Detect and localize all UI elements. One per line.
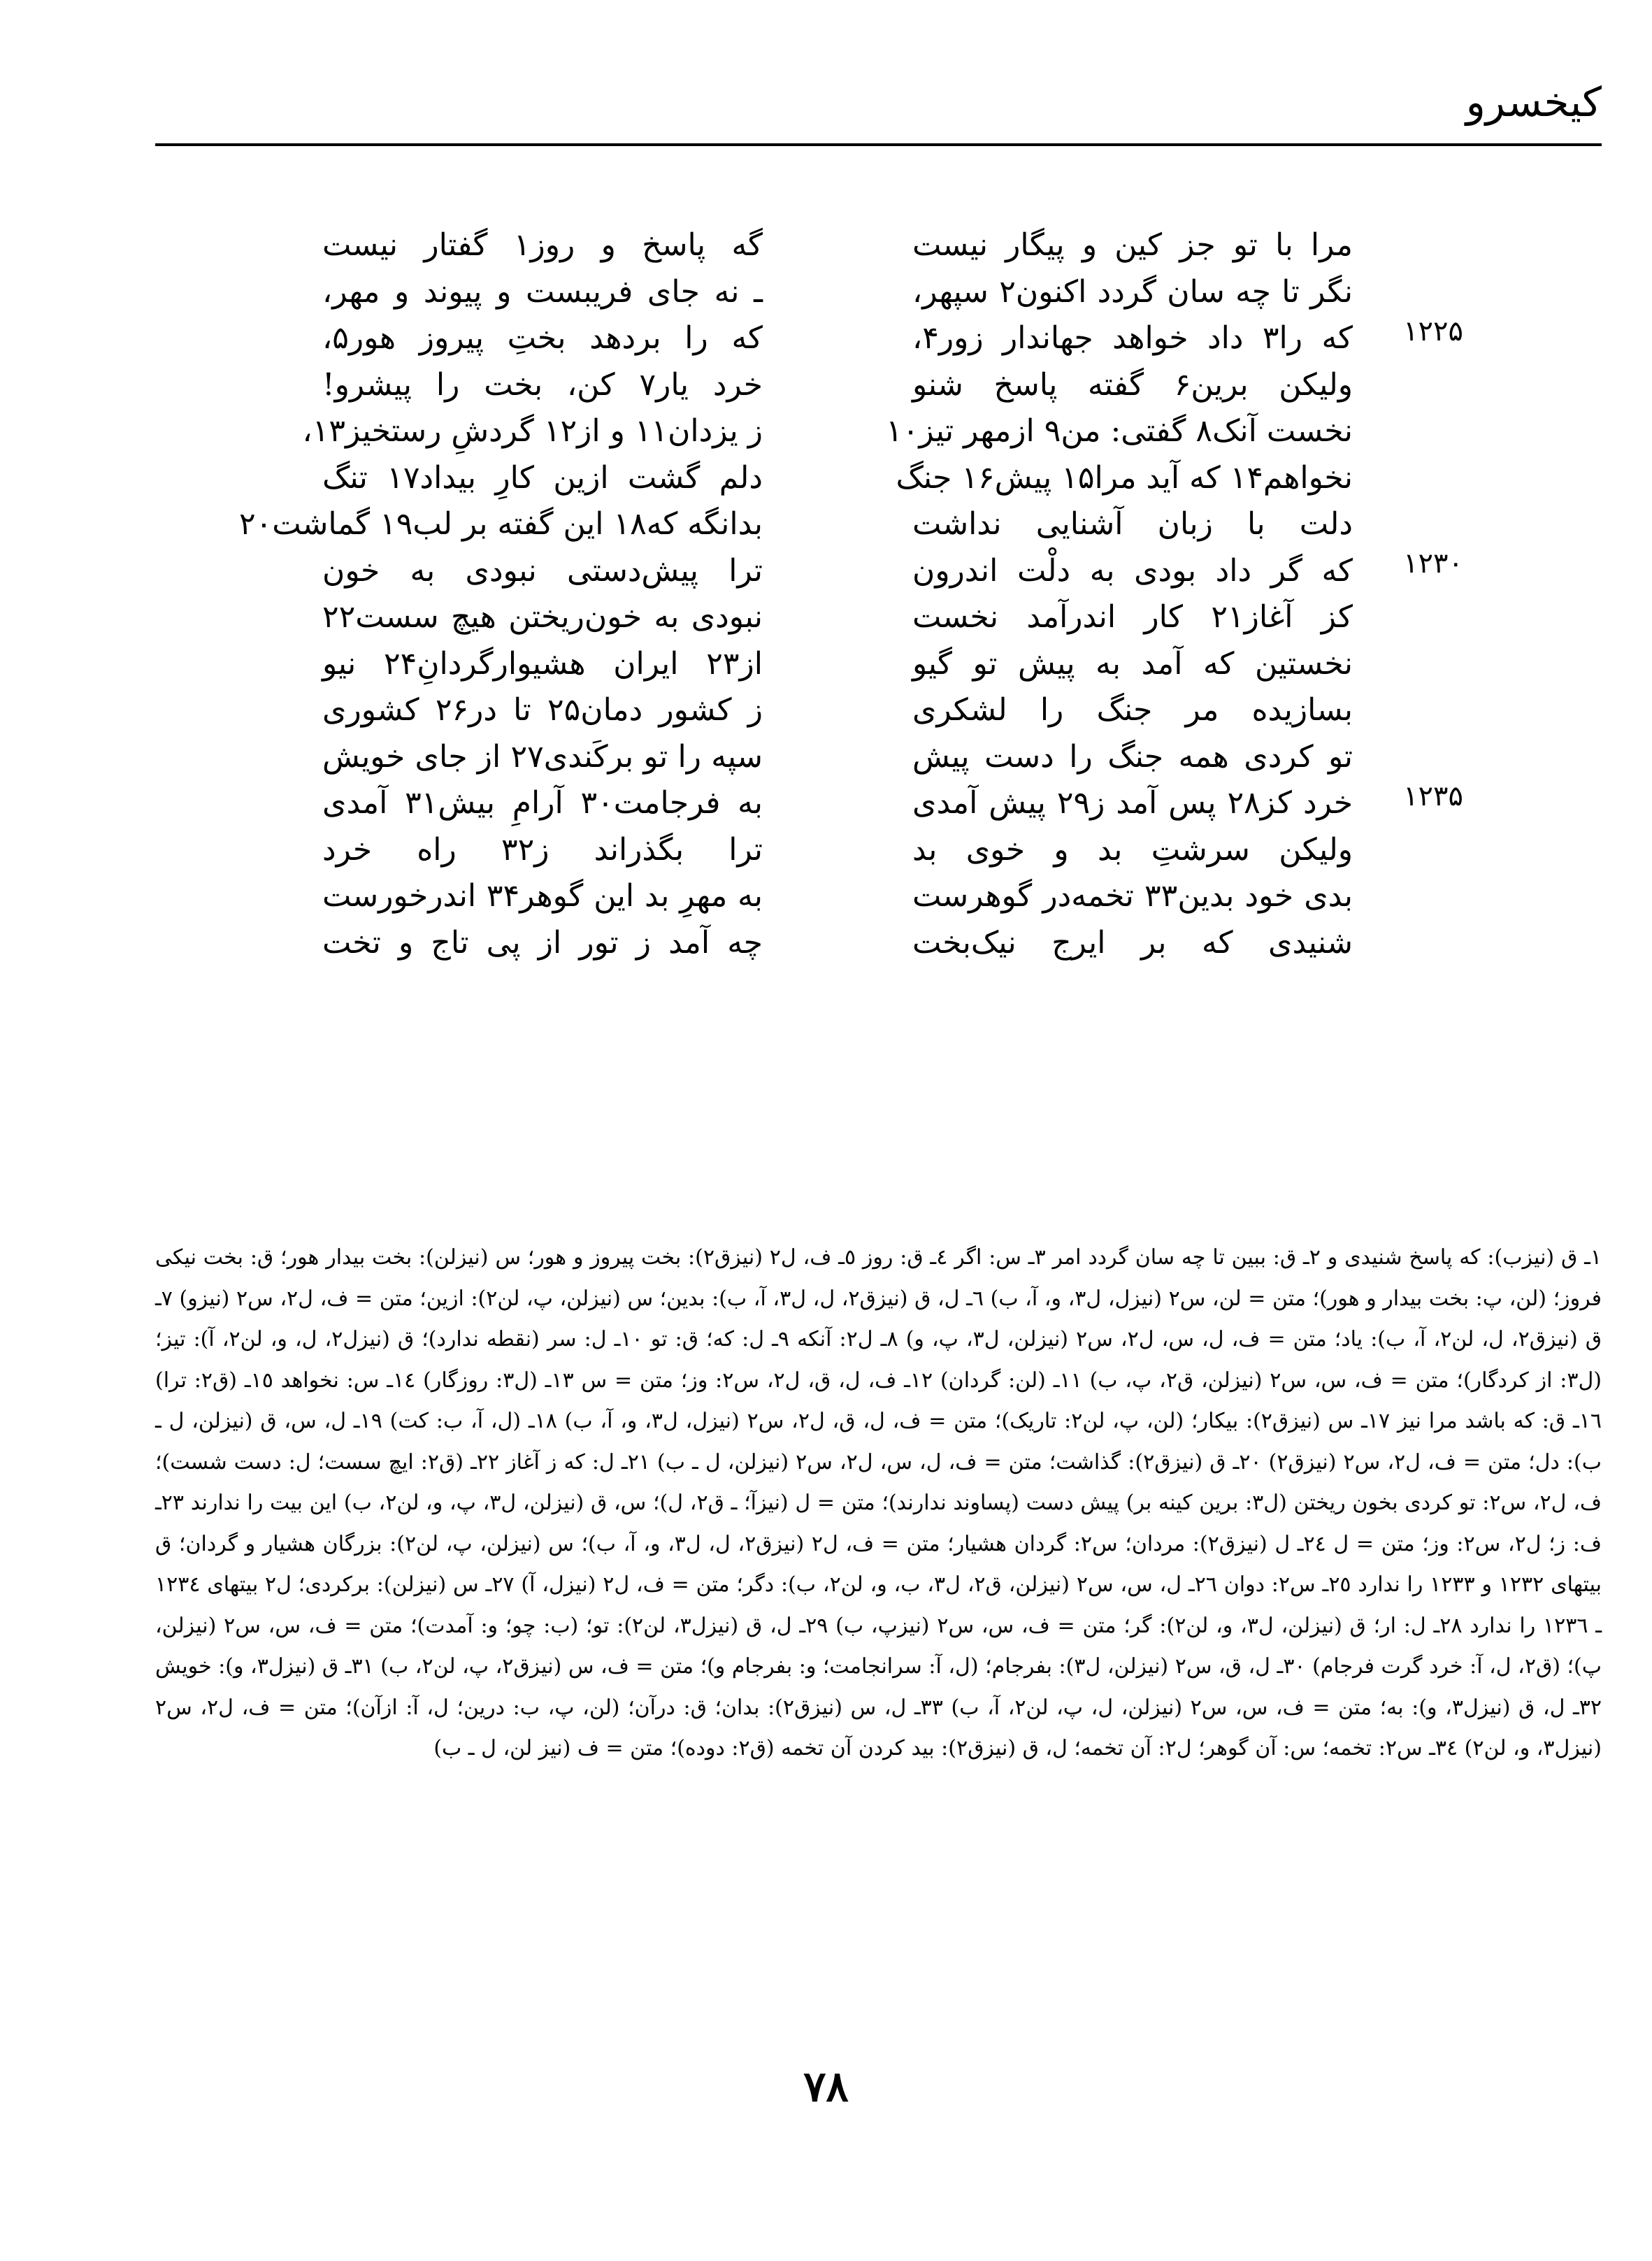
verse-line: گه پاسخ و روز۱ گفتار نیست xyxy=(322,227,763,263)
verse-line: نخستین که آمد به پیش تو گیو xyxy=(912,645,1353,682)
verse-line: از۲۳ ایران هشیوارگردانِ۲۴ نیو xyxy=(322,645,763,682)
verse-line: که را بردهد بختِ پیروز هور۵، xyxy=(322,320,763,356)
footnotes: ۱ـ ق (نیزب): که پاسخ شنیدی و ۲ـ ق: ببین تا چه سان گردد امر ۳ـ س: اگر ٤ـ ق: روز ٥ـ ف، ل۲ (نیزق۲): بخت پیروز و هور؛ س (نیزلن): بخت بیدار هور؛ ق: بخت نیکی فروز؛ (لن، پ: بخت بیدار و هور)؛ متن = لن، س۲ (نیزل، ل۳، و، آ، ب) ٦ـ ل، ق (نیزق۲، ل، ل۳، آ، ب): بدین؛ س (نیزلن، پ، لن۲): ازین؛ متن = ف، ل۲، س۲ (نیزو) ۷ـ ق (نیزق۲، ل، لن۲، آ، ب): یاد؛ متن = ف، ل، س، ل۲، س۲ (نیزلن، ل۳، پ، و) ۸ـ ل۲: آنکه ۹ـ ل: که؛ ق: تو ۱۰ـ ل: سر (نقطه ندارد)؛ ق (نیزل۲، ل، و، لن۲، آ): تیز؛ (ل۳: از کردگار)؛ متن = ف، س، س۲ (نیزلن، ق۲، پ، ب) ۱۱ـ (لن: گردان) ۱۲ـ ف، ل، ق، ل۲، س۲: وز؛ متن = س ۱۳ـ (ل۳: روزگار) ١٤ـ س: نخواهد ١٥ـ (ق۲: ترا) ١٦ـ ق: که باشد مرا نیز ۱۷ـ س (نیزق۲): بیکار؛ (لن، پ، لن۲: تاریک)؛ متن = ف، ل، ق، ل۲، س۲ (نیزل، ل۳، و، آ، ب) ۱۸ـ (ل، آ، ب: کت) ۱۹ـ ل، س، ق (نیزلن، ل ـ ب): دل؛ متن = ف، ل۲، س۲ (نیزق۲) ۲۰ـ ق (نیزق۲): گذاشت؛ متن = ف، ل، س، ل۲، س۲ (نیزلن، ل ـ ب) ۲۱ـ ل: که ز آغاز ۲۲ـ (ق۲: ایچ سست؛ ل: دست شست)؛ ف، ل۲، س۲: تو کردی بخون ریختن (ل۳: برین کینه بر) پیش دست (پساوند ندارند)؛ متن = ل (نیزآ؛ ـ ق۲، ل)؛ س، ق (نیزلن، ل۳، پ، و، لن۲، ب) این بیت را ندارند ۲۳ـ ف: ز؛ ل۲، س۲: وز؛ متن = ل ٢٤ـ ل (نیزق۲): مردان؛ س۲: گردان هشیار؛ متن = ف، ل۲ (نیزق۲، ل، ل۳، و، آ، ب)؛ س (نیزلن، پ، لن۲): بزرگان هشیار و گردان؛ ق بیتهای ۱۲۳۲ و ۱۲۳۳ را ندارد ۲٥ـ س۲: دوان ۲٦ـ ل، س، س۲ (نیزلن، ق۲، ل۳، ب، و، لن۲، ب): دگر؛ متن = ف، ل۲ (نیزل، آ) ۲۷ـ س (نیزلن): برکردی؛ ل۲ بیتهای ۱۲۳٤ ـ ۱۲۳٦ را ندارد ۲۸ـ ل: ار؛ ق (نیزلن، ل۳، و، لن۲): گر؛ متن = ف، س، س۲ (نیزپ، ب) ۲۹ـ ل، ق (نیزل۳، لن۲): تو؛ (ب: چو؛ و: آمدت)؛ متن = ف، س، س۲ (نیزلن، پ)؛ (ق۲، ل، آ: خرد گرت فرجام) ۳۰ـ ل، ق، س۲ (نیزلن، ل۳): بفرجام؛ (ل، آ: سرانجامت؛ و: بفرجام و)؛ متن = ف، س (نیزق۲، پ، لن۲، ب) ۳۱ـ ق (نیزل۳، و): خویش ۳۲ـ ل، ق (نیزل۳، و): به؛ متن = ف، س، س۲ (نیزلن، ل، پ، لن۲، آ، ب) ۳۳ـ ل، س (نیزق۲): بدان؛ ق: درآن؛ (لن، پ، ب: درین؛ ل، آ: ازآن)؛ متن = ف، ل۲، س۲ (نیزل۳، و، لن۲) ۳٤ـ س۲: تخمه؛ س: آن گوهر؛ ل۲: آن تخمه؛ ل، ق (نیزق۲): بید کردن آن تخمه (ق۲: دوده)؛ متن = ف (نیز لن، ل ـ ب) xyxy=(155,1245,1602,1760)
verse-line: ز یزدان۱۱ و از۱۲ گردشِ رستخیز۱۳، xyxy=(302,413,763,449)
verse-line: نخواهم۱۴ که آید مرا۱۵ پیش۱۶ جنگ xyxy=(896,459,1353,496)
verse-line: نبودی به خون‌ریختن هیچ سست۲۲ xyxy=(322,599,763,635)
poem-right-column xyxy=(886,222,1353,966)
verse-line: ز کشور دمان۲۵ تا در۲۶ کشوری xyxy=(322,692,763,728)
verse-line: تو کردی همه جنگ را دست پیش xyxy=(912,738,1353,775)
verse-line: دلت با زبان آشنایی نداشت xyxy=(912,506,1353,542)
verse-line: سپه را تو برکَندی۲۷ از جای خویش xyxy=(322,738,763,775)
verse-number: ۱۲۳۵ xyxy=(1403,780,1463,812)
verse-line: ـ نه جای فریبست و پیوند و مهر، xyxy=(322,273,763,310)
verse-line: که گر داد بودی به دلْت اندرون xyxy=(912,552,1353,589)
verse-line: ولیکن برین۶ گفته پاسخ شنو xyxy=(912,366,1353,403)
verse-line: بسازیده مر جنگ را لشکری xyxy=(912,692,1353,728)
verse-line: دلم گشت ازین کارِ بیداد۱۷ تنگ xyxy=(322,459,763,496)
verse-line: بدانگه که۱۸ این گفته بر لب۱۹ گماشت۲۰ xyxy=(238,506,763,542)
running-header-title: کیخسرو xyxy=(1465,78,1602,126)
page-number: ۷۸ xyxy=(803,2062,849,2111)
verse-line: ترا پیش‌دستی نبودی به خون xyxy=(322,552,763,589)
verse-line: شنیدی که بر ایرج نیک‌بخت xyxy=(912,924,1353,961)
verse-line: خرد یار۷ کن، بخت را پیشرو! xyxy=(322,366,763,403)
verse-number: ۱۲۳۰ xyxy=(1403,547,1463,580)
header-rule xyxy=(155,143,1602,146)
verse-line: که را۳ داد خواهد جهاندار زور۴، xyxy=(912,320,1353,356)
verse-line: مرا با تو جز کین و پیگار نیست xyxy=(912,227,1353,263)
verse-line: ترا بگذراند ز۳۲ راه خرد xyxy=(322,831,763,868)
verse-line: خرد کز۲۸ پس آمد ز۲۹ پیش آمدی xyxy=(912,785,1353,821)
verse-line: بدی خود بدین۳۳ تخمه‌در گوهرست xyxy=(912,878,1353,914)
verse-line: نگر تا چه سان گردد اکنون۲ سپهر، xyxy=(912,273,1353,310)
poem-left-column xyxy=(238,222,763,966)
verse-line: نخست آنک۸ گفتی: من۹ ازمهر تیز۱۰ xyxy=(886,413,1353,449)
verse-line: ولیکن سرشتِ بد و خوی بد xyxy=(912,831,1353,868)
verse-line: به فرجامت۳۰ آرامِ بیش۳۱ آمدی xyxy=(322,785,763,821)
verse-line: چه آمد ز تور از پی تاج و تخت xyxy=(322,924,763,961)
verse-line: به مهرِ بد این گوهر۳۴ اندرخورست xyxy=(322,878,763,914)
verse-number: ۱۲۲۵ xyxy=(1403,315,1463,347)
verse-line: کز آغاز۲۱ کار اندرآمد نخست xyxy=(912,599,1353,635)
